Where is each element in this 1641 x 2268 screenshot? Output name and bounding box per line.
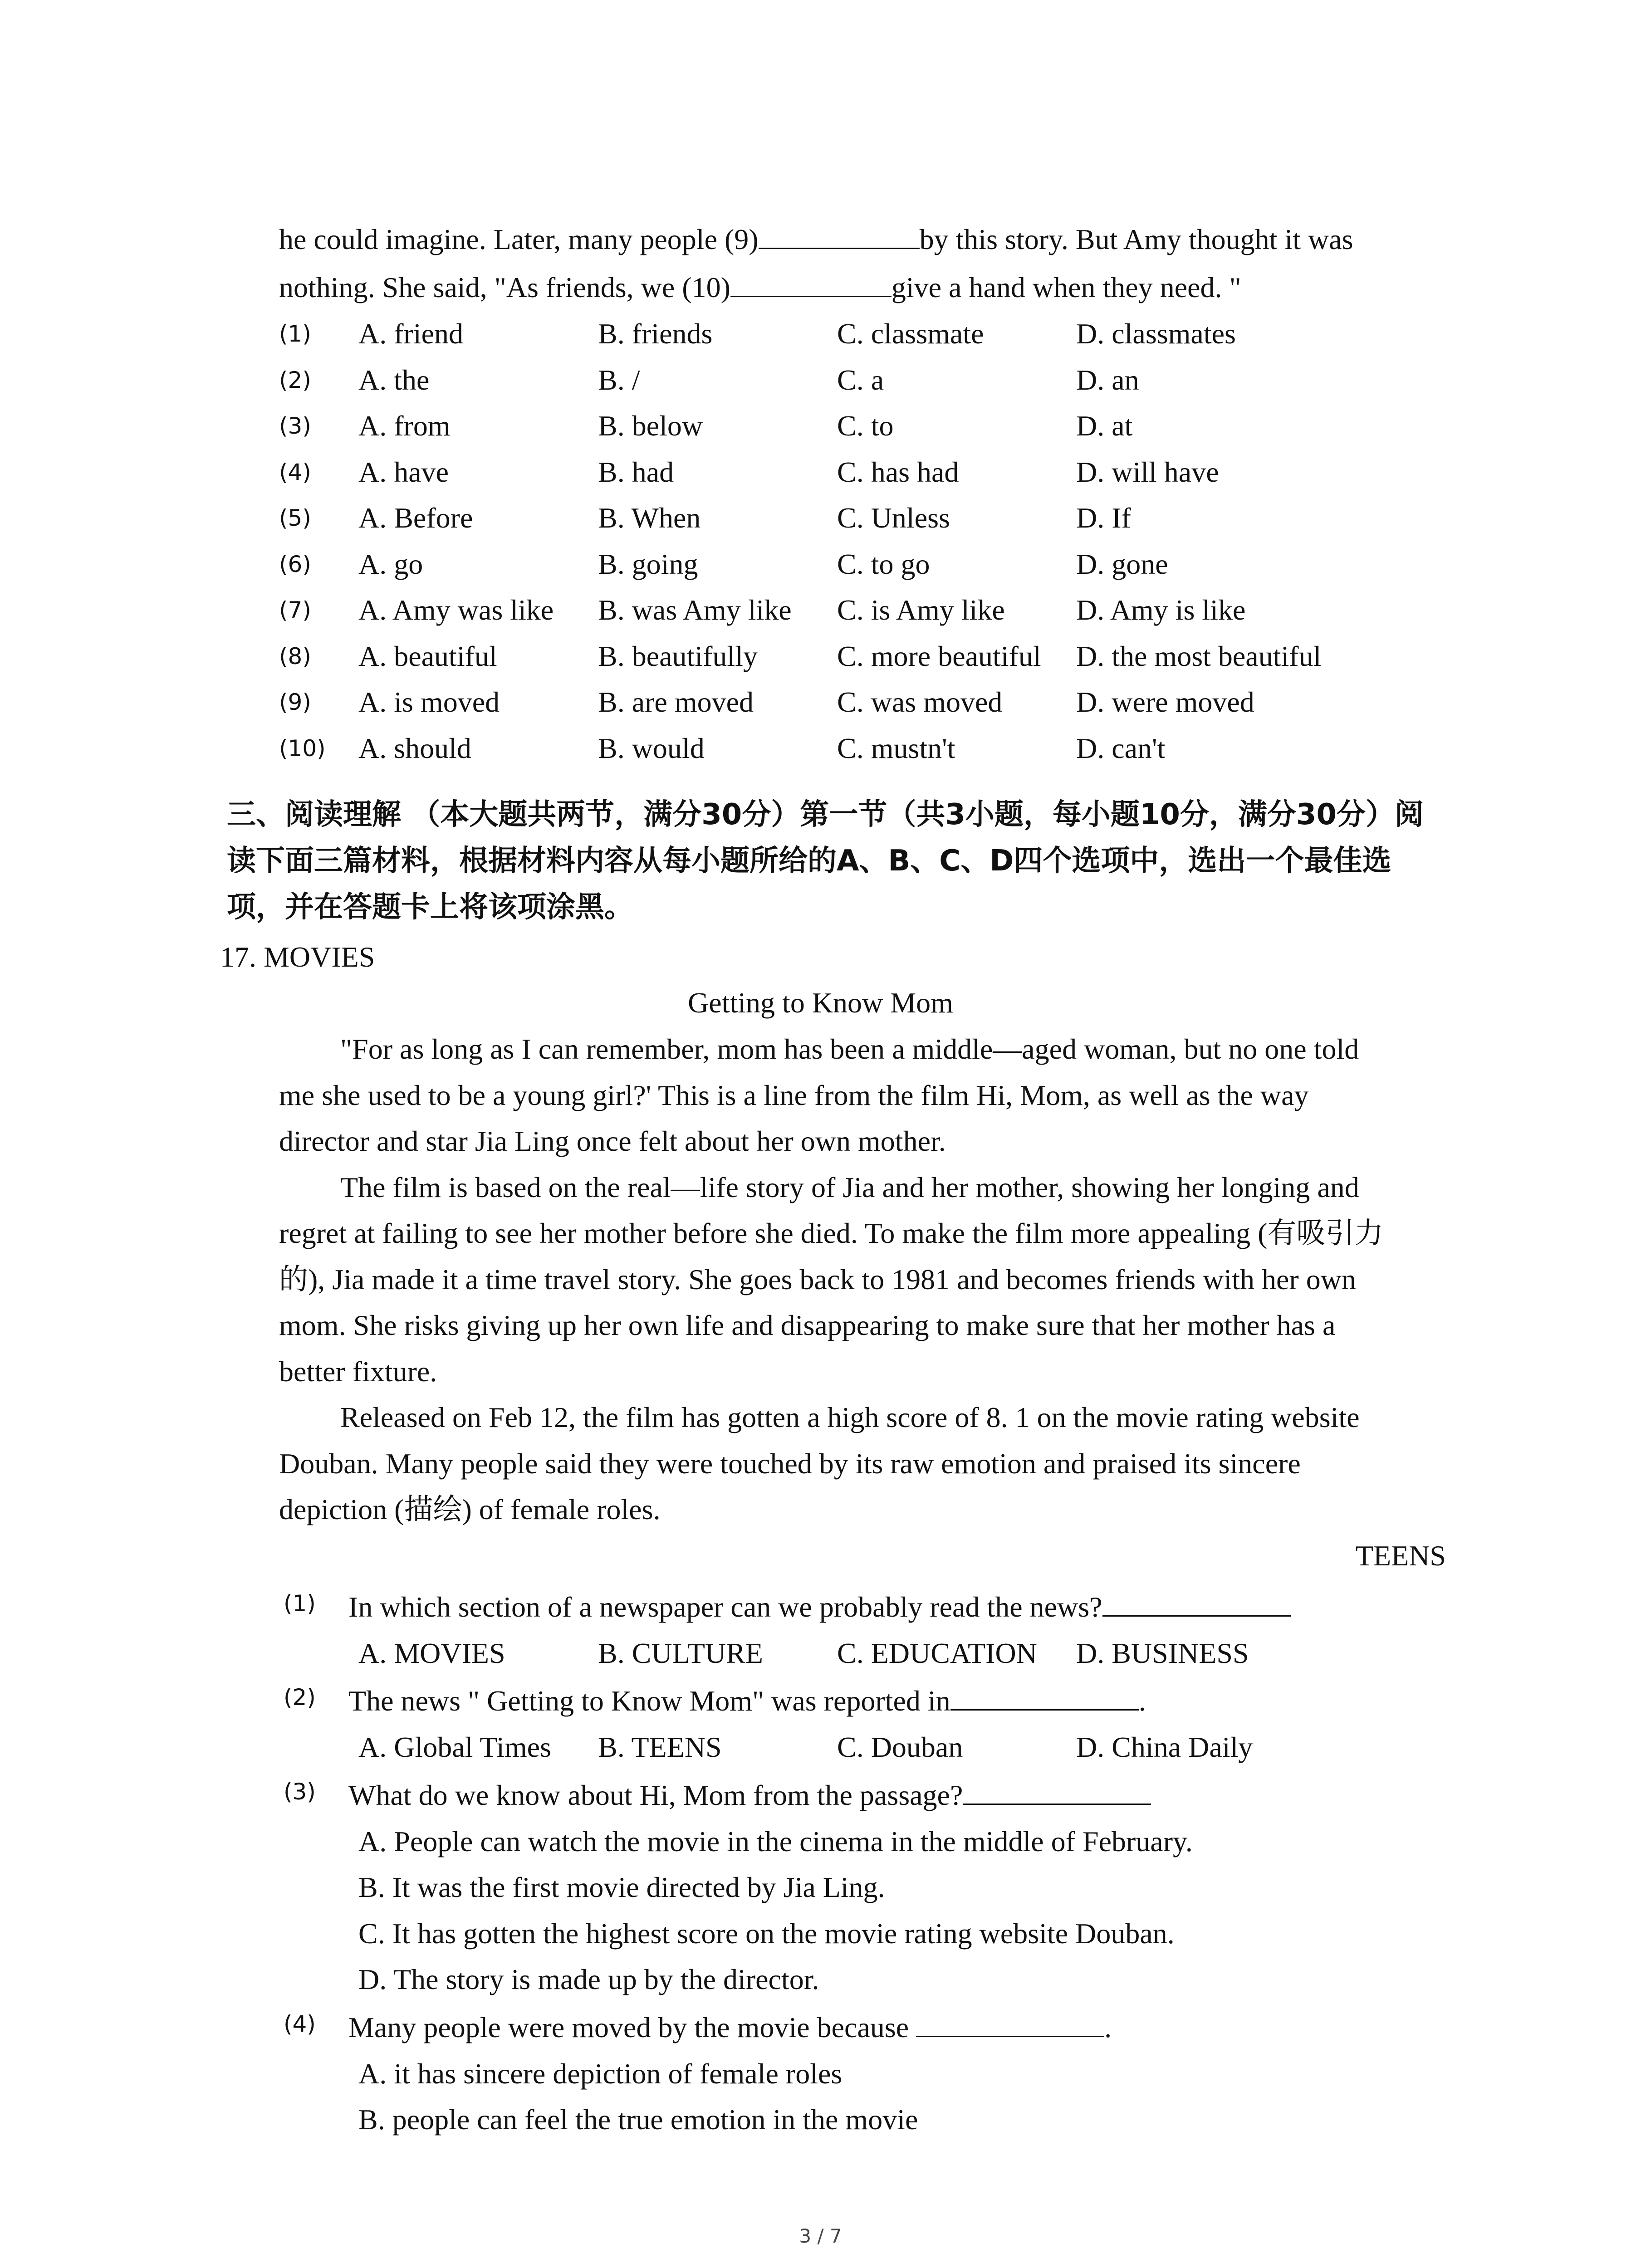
article-line: depiction (描绘) of female roles. bbox=[279, 1493, 661, 1525]
blank-9 bbox=[759, 222, 920, 249]
option-b: B. people can feel the true emotion in the movie bbox=[358, 2103, 918, 2136]
question-number: (2) bbox=[284, 1684, 316, 1711]
option-b: B. / bbox=[598, 364, 640, 396]
option-a: A. the bbox=[358, 364, 430, 396]
section-header-line-2: 读下面三篇材料，根据材料内容从每小题所给的A、B、C、D四个选项中，选出一个最佳选 bbox=[227, 844, 1391, 878]
answer-blank bbox=[963, 1778, 1151, 1805]
article-line: Released on Feb 12, the film has gotten a high score of 8. 1 on the movie rating website bbox=[340, 1401, 1360, 1433]
option-c: C. classmate bbox=[837, 318, 984, 350]
option-a: A. Amy was like bbox=[358, 594, 554, 626]
option-a: A. have bbox=[358, 456, 449, 488]
option-a: A. it has sincere depiction of female roles bbox=[358, 2058, 843, 2090]
intro-line-1 bbox=[279, 221, 1353, 258]
question-number: (3) bbox=[284, 1779, 316, 1805]
option-a: A. from bbox=[358, 410, 451, 442]
article-line: director and star Jia Ling once felt about her own mother. bbox=[279, 1125, 946, 1157]
question-trail: . bbox=[1104, 2011, 1112, 2043]
intro-line-1-after: by this story. But Amy thought it was bbox=[919, 223, 1353, 255]
option-d: D. can't bbox=[1076, 732, 1166, 764]
option-c: C. mustn't bbox=[837, 732, 955, 764]
question-number: (1) bbox=[284, 1590, 316, 1617]
question-number: (3) bbox=[279, 413, 311, 439]
question-number: (4) bbox=[284, 2011, 316, 2037]
section-header-line-3: 项，并在答题卡上将该项涂黑。 bbox=[227, 890, 633, 924]
question-number: (7) bbox=[279, 597, 311, 623]
option-d: D. The story is made up by the director. bbox=[358, 1963, 819, 1995]
option-c: C. EDUCATION bbox=[837, 1637, 1037, 1669]
option-b: B. It was the first movie directed by Jia Ling. bbox=[358, 1871, 885, 1903]
answer-blank bbox=[950, 1684, 1139, 1711]
article-line: better fixture. bbox=[279, 1355, 437, 1388]
intro-line-1-before: he could imagine. Later, many people (9) bbox=[279, 223, 759, 255]
question-number: (2) bbox=[279, 367, 311, 393]
article-line: mom. She risks giving up her own life and disappearing to make sure that her mother has a bbox=[279, 1309, 1336, 1341]
option-d: D. classmates bbox=[1076, 318, 1236, 350]
section-header-line-1: 三、阅读理解 （本大题共两节，满分30分）第一节（共3小题，每小题10分，满分30分）阅 bbox=[227, 798, 1424, 831]
article-source: TEENS bbox=[1355, 1540, 1446, 1572]
option-b: B. going bbox=[598, 548, 698, 580]
question-stem: Many people were moved by the movie because bbox=[348, 2011, 916, 2043]
option-c: C. to go bbox=[837, 548, 930, 580]
option-b: B. would bbox=[598, 732, 705, 764]
question-text bbox=[348, 1683, 1146, 1719]
question-number: (4) bbox=[279, 459, 311, 485]
question-text bbox=[348, 2009, 1112, 2046]
question-stem: What do we know about Hi, Mom from the passage? bbox=[348, 1779, 963, 1811]
option-d: D. BUSINESS bbox=[1076, 1637, 1249, 1669]
q17-label: 17. MOVIES bbox=[220, 941, 375, 973]
article-line: "For as long as I can remember, mom has been a middle—aged woman, but no one told bbox=[340, 1033, 1359, 1065]
question-trail: . bbox=[1138, 1685, 1146, 1717]
article-line: The film is based on the real—life story of Jia and her mother, showing her longing and bbox=[340, 1171, 1359, 1203]
page-number: 3 / 7 bbox=[799, 2225, 842, 2247]
blank-10 bbox=[730, 270, 892, 297]
option-b: B. beautifully bbox=[598, 640, 758, 672]
option-c: C. has had bbox=[837, 456, 959, 488]
option-a: A. MOVIES bbox=[358, 1637, 505, 1669]
article-line: regret at failing to see her mother before she died. To make the film more appealing (有吸引力 bbox=[279, 1217, 1384, 1249]
intro-line-2-after: give a hand when they need. " bbox=[891, 271, 1241, 303]
option-c: C. It has gotten the highest score on the movie rating website Douban. bbox=[358, 1917, 1175, 1950]
option-a: A. should bbox=[358, 732, 471, 764]
option-d: D. the most beautiful bbox=[1076, 640, 1322, 672]
intro-line-2-before: nothing. She said, "As friends, we (10) bbox=[279, 271, 730, 303]
question-text bbox=[348, 1777, 1151, 1813]
option-a: A. is moved bbox=[358, 686, 500, 718]
option-d: D. China Daily bbox=[1076, 1731, 1253, 1763]
option-d: D. will have bbox=[1076, 456, 1219, 488]
option-b: B. TEENS bbox=[598, 1731, 722, 1763]
option-b: B. below bbox=[598, 410, 703, 442]
question-stem: The news " Getting to Know Mom" was reported in bbox=[348, 1685, 950, 1717]
question-stem: In which section of a newspaper can we probably read the news? bbox=[348, 1591, 1102, 1623]
option-a: A. Global Times bbox=[358, 1731, 551, 1763]
option-c: C. to bbox=[837, 410, 894, 442]
option-c: C. Unless bbox=[837, 502, 950, 534]
option-d: D. gone bbox=[1076, 548, 1168, 580]
option-d: D. an bbox=[1076, 364, 1139, 396]
answer-blank bbox=[1102, 1590, 1291, 1617]
question-number: (10) bbox=[279, 735, 326, 762]
option-a: A. People can watch the movie in the cinema in the middle of February. bbox=[358, 1825, 1193, 1857]
question-text bbox=[348, 1589, 1291, 1625]
question-number: (8) bbox=[279, 643, 311, 670]
option-c: C. was moved bbox=[837, 686, 1003, 718]
option-a: A. Before bbox=[358, 502, 473, 534]
question-number: (5) bbox=[279, 505, 311, 531]
option-b: B. When bbox=[598, 502, 701, 534]
option-b: B. was Amy like bbox=[598, 594, 792, 626]
question-number: (6) bbox=[279, 551, 311, 577]
option-a: A. go bbox=[358, 548, 423, 580]
option-b: B. are moved bbox=[598, 686, 754, 718]
option-c: C. more beautiful bbox=[837, 640, 1041, 672]
option-a: A. beautiful bbox=[358, 640, 497, 672]
option-c: C. a bbox=[837, 364, 884, 396]
article-line: 的), Jia made it a time travel story. She goes back to 1981 and becomes friends with her own bbox=[279, 1263, 1356, 1295]
question-number: (9) bbox=[279, 689, 311, 715]
option-b: B. had bbox=[598, 456, 674, 488]
article-line: Douban. Many people said they were touched by its raw emotion and praised its sincere bbox=[279, 1447, 1301, 1480]
article-line: me she used to be a young girl?' This is a line from the film Hi, Mom, as well as the way bbox=[279, 1079, 1309, 1111]
option-d: D. Amy is like bbox=[1076, 594, 1246, 626]
option-d: D. were moved bbox=[1076, 686, 1254, 718]
article-title: Getting to Know Mom bbox=[688, 987, 953, 1019]
option-a: A. friend bbox=[358, 318, 464, 350]
option-b: B. CULTURE bbox=[598, 1637, 763, 1669]
answer-blank bbox=[916, 2010, 1104, 2037]
intro-line-2 bbox=[279, 269, 1241, 306]
question-number: (1) bbox=[279, 321, 311, 347]
option-d: D. If bbox=[1076, 502, 1131, 534]
option-b: B. friends bbox=[598, 318, 713, 350]
option-c: C. Douban bbox=[837, 1731, 963, 1763]
option-c: C. is Amy like bbox=[837, 594, 1005, 626]
option-d: D. at bbox=[1076, 410, 1133, 442]
